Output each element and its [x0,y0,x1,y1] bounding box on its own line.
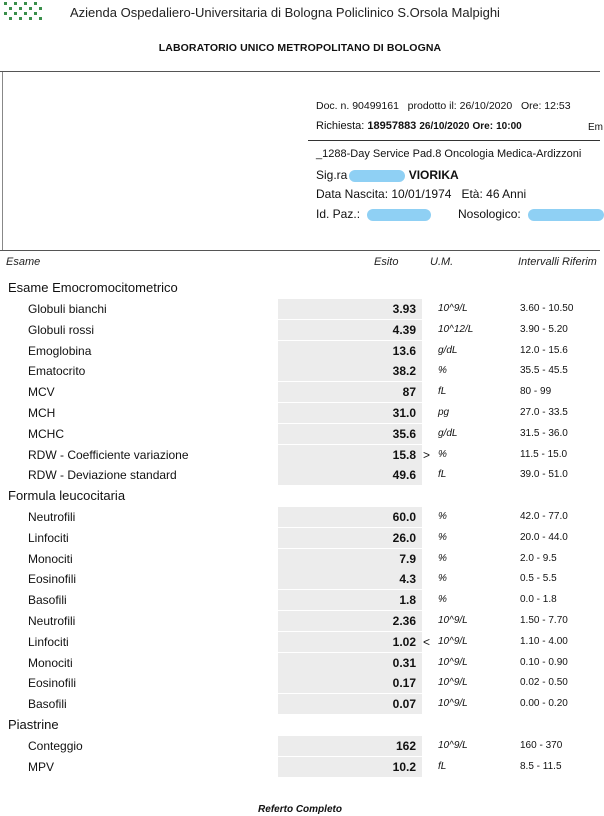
result-value: 13.6 [392,343,416,358]
reference-range: 2.0 - 9.5 [520,552,557,564]
exam-name: Eosinofili [28,572,77,587]
result-row [0,341,600,361]
result-value: 38.2 [392,364,416,379]
request-label: Richiesta: [316,120,365,132]
result-value: 2.36 [392,614,416,628]
patient-name: VIORIKA [408,168,459,182]
result-value: 26.0 [392,530,416,545]
reference-range: 0.5 - 5.5 [520,573,557,585]
section-title: Esame Emocromocitometrico [8,280,178,295]
result-row [0,549,600,569]
request-time-label: Ore: [472,121,494,132]
reference-range: 42.0 - 77.0 [520,511,568,522]
table-divider [0,250,600,251]
exam-name: Globuli rossi [28,322,95,337]
exam-name: MCV [28,385,55,400]
result-row [0,569,600,589]
unit: 10^9/L [438,740,468,751]
result-row [0,673,600,693]
reference-range: 1.10 - 4.00 [520,635,568,647]
result-row [0,590,600,610]
exam-name: Linfociti [28,530,69,545]
logo-dot [19,7,22,10]
exam-name: Monociti [28,655,73,670]
redacted-id [367,209,431,221]
logo-dot [34,12,37,15]
produced-label: prodotto il: [407,100,457,112]
result-row [0,320,600,340]
col-exam: Esame [6,256,41,268]
redacted-nosologico [528,209,604,221]
result-value: 49.6 [392,468,416,483]
result-row [0,507,600,527]
exam-name: RDW - Deviazione standard [28,468,177,483]
result-value: 10.2 [392,759,416,774]
unit: 10^9/L [438,615,468,626]
doc-info-line [316,100,571,112]
birth-line [316,187,526,201]
unit: % [438,511,447,522]
patient-title: Sig.ra [316,168,348,182]
department: _1288-Day Service Pad.8 Oncologia Medica-Ardizzoni [316,148,582,160]
cut-text: Em [588,122,603,133]
exam-name: Ematocrito [28,364,86,379]
birth-date: 10/01/1974 [391,187,452,201]
logo-dot [19,17,22,20]
exam-name: MCHC [28,426,64,441]
result-value: 15.8 [392,447,416,462]
result-value: 1.02 [392,634,416,649]
unit: fL [438,469,447,481]
logo-dot [24,2,27,5]
produced-time-label: Ore: [520,100,542,112]
result-row [0,403,600,423]
hospital-name: Azienda Ospedaliero-Universitaria di Bologna Policlinico S.Orsola Malpighi [70,5,500,20]
exam-name: RDW - Coefficiente variazione [28,447,189,462]
reference-range: 160 - 370 [520,740,563,751]
unit: 10^9/L [438,303,468,314]
result-row [0,465,600,485]
exam-name: Monociti [28,551,73,566]
logo-dot [14,2,17,5]
nosologico-label: Nosologico: [458,207,521,221]
unit: fL [438,760,447,772]
result-value: 0.31 [392,655,416,670]
reference-range: 3.90 - 5.20 [520,323,568,335]
result-row [0,653,600,673]
exam-name: Neutrofili [28,510,76,524]
id-line [316,207,431,221]
id-label: Id. Paz.: [316,207,361,221]
result-value: 7.9 [399,551,416,566]
result-row [0,445,600,465]
unit: pg [438,407,450,418]
col-range: Intervalli Riferim [518,256,597,268]
reference-range: 31.5 - 36.0 [520,427,568,439]
reference-range: 0.02 - 0.50 [520,677,568,689]
logo-dot [29,7,32,10]
redacted-surname [349,170,405,182]
logo-dot [4,12,7,15]
request-time: 10:00 [496,121,522,132]
unit: fL [438,386,447,398]
logo-dot [39,17,42,20]
result-value: 0.17 [392,676,416,691]
doc-number: 90499161 [352,100,399,112]
result-row [0,528,600,548]
result-value: 0.07 [392,697,416,712]
result-row [0,424,600,444]
abnormal-flag: > [423,447,431,462]
report-status: Referto Completo [258,804,342,815]
exam-name: Neutrofili [28,614,76,628]
unit: 10^9/L [438,635,468,647]
unit: % [438,594,447,606]
hospital-logo [0,0,48,22]
reference-range: 35.5 - 45.5 [520,365,568,377]
exam-name: Basofili [28,593,67,608]
patient-divider [308,140,600,141]
reference-range: 3.60 - 10.50 [520,303,574,314]
section-title: Formula leucocitaria [8,488,126,503]
doc-label: Doc. n. [316,100,350,112]
reference-range: 12.0 - 15.6 [520,344,568,356]
exam-name: MCH [28,406,56,420]
result-value: 4.3 [399,572,416,587]
result-row [0,611,600,631]
request-line [316,120,522,132]
unit: % [438,448,447,460]
unit: g/dL [438,344,458,356]
reference-range: 20.0 - 44.0 [520,531,568,543]
unit: g/dL [438,427,458,439]
unit: 10^9/L [438,698,468,710]
patient-name-line [316,168,459,182]
unit: % [438,531,447,543]
section-title: Piastrine [8,717,59,732]
logo-dot [14,12,17,15]
logo-dot [39,7,42,10]
result-row [0,382,600,402]
exam-name: Basofili [28,697,67,712]
result-value: 87 [402,385,416,400]
logo-dot [29,17,32,20]
logo-dot [24,12,27,15]
result-row [0,299,600,319]
result-row [0,736,600,756]
logo-dot [9,7,12,10]
unit: % [438,365,447,377]
exam-name: Linfociti [28,634,69,649]
reference-range: 8.5 - 11.5 [520,760,562,772]
reference-range: 11.5 - 15.0 [520,448,568,460]
result-row [0,757,600,777]
unit: 10^12/L [438,323,474,335]
result-value: 1.8 [399,593,416,608]
result-value: 31.0 [392,406,416,420]
logo-dot [9,17,12,20]
reference-range: 80 - 99 [520,386,552,398]
unit: 10^9/L [438,677,468,689]
nosologico-line [458,207,604,221]
result-value: 4.39 [392,322,416,337]
request-date: 26/10/2020 [419,121,470,132]
result-value: 35.6 [392,426,416,441]
result-value: 162 [395,739,416,753]
unit: 10^9/L [438,656,468,668]
unit: % [438,573,447,585]
produced-date: 26/10/2020 [459,100,513,112]
age-label: Età: [461,187,483,201]
abnormal-flag: < [423,634,431,649]
lab-name: LABORATORIO UNICO METROPOLITANO DI BOLOGNA [158,42,442,54]
exam-name: Emoglobina [28,343,92,358]
result-row [0,694,600,714]
logo-dot [34,2,37,5]
result-row [0,632,600,652]
reference-range: 27.0 - 33.5 [520,407,568,418]
header-divider [0,71,600,72]
birth-label: Data Nascita: [316,187,389,201]
exam-name: Eosinofili [28,676,77,691]
reference-range: 0.10 - 0.90 [520,656,568,668]
exam-name: MPV [28,759,55,774]
result-row [0,361,600,381]
result-value: 3.93 [392,302,416,316]
logo-dot [4,2,7,5]
exam-name: Globuli bianchi [28,302,107,316]
col-unit: U.M. [430,256,454,268]
reference-range: 39.0 - 51.0 [520,469,568,481]
produced-time: 12:53 [544,100,571,112]
age: 46 Anni [486,187,527,201]
result-value: 60.0 [392,510,416,524]
col-result: Esito [374,256,399,268]
unit: % [438,552,447,564]
exam-name: Conteggio [28,739,83,753]
reference-range: 0.00 - 0.20 [520,698,568,710]
reference-range: 0.0 - 1.8 [520,594,557,606]
left-border [2,72,3,250]
reference-range: 1.50 - 7.70 [520,615,568,626]
request-number: 18957883 [367,120,417,132]
